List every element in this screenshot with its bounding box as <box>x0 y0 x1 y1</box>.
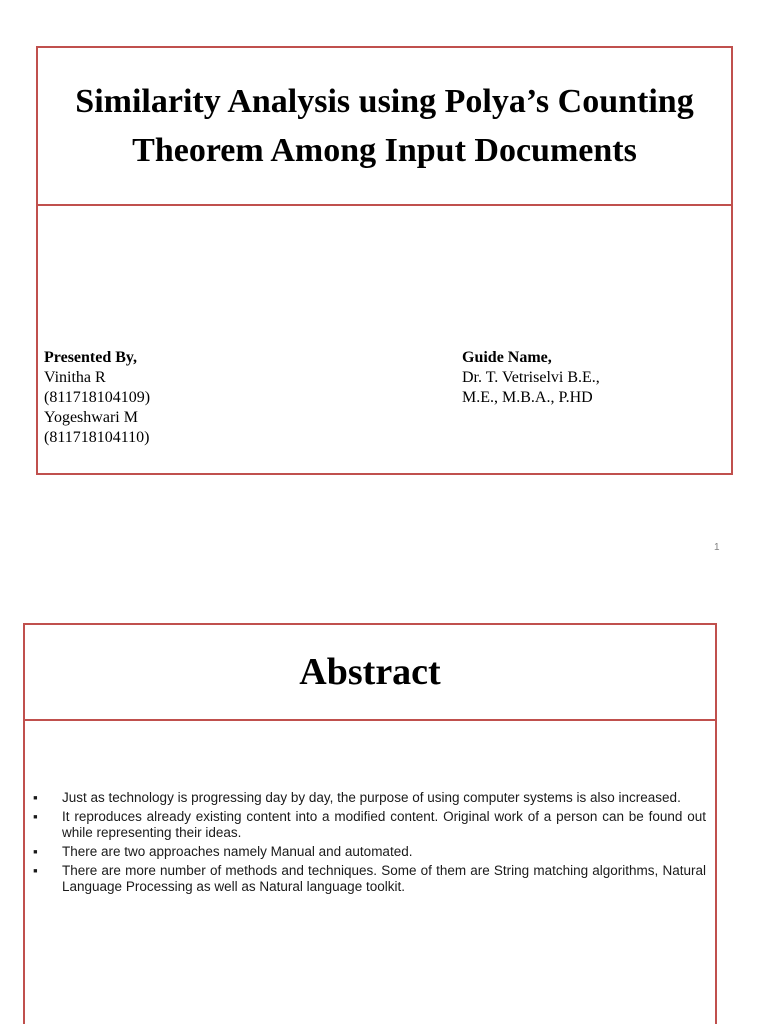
presenter-line: Vinitha R <box>44 369 106 386</box>
guide-heading: Guide Name, <box>462 349 552 366</box>
presenter-line: (811718104109) <box>44 389 151 406</box>
bullet-icon: ▪ <box>33 863 38 878</box>
presenter-line: Yogeshwari M <box>44 409 138 426</box>
slide-1-title-box <box>38 48 731 206</box>
slide-2 <box>23 623 717 1024</box>
list-item <box>33 844 706 860</box>
bullet-text: Just as technology is progressing day by day, the purpose of using computer systems is also increased. <box>62 790 681 805</box>
presenters-block <box>44 348 150 448</box>
guide-block <box>462 348 600 408</box>
guide-line: Dr. T. Vetriselvi B.E., <box>462 369 600 386</box>
guide-line: M.E., M.B.A., P.HD <box>462 389 593 406</box>
bullet-text: There are more number of methods and techniques. Some of them are String matching algorithms, Natural Language Processing as well as Natural language toolkit. <box>62 863 706 894</box>
slide-2-title-box <box>25 625 715 721</box>
slide-1 <box>36 46 733 475</box>
page-number: 1 <box>714 542 720 553</box>
abstract-bullet-list <box>33 790 706 898</box>
bullet-text: There are two approaches namely Manual and automated. <box>62 844 413 859</box>
presenters-heading: Presented By, <box>44 349 138 366</box>
bullet-icon: ▪ <box>33 844 38 859</box>
presenter-line: (811718104110) <box>44 429 150 446</box>
bullet-text: It reproduces already existing content into a modified content. Original work of a person can be found out while representing their ideas. <box>62 809 706 840</box>
bullet-icon: ▪ <box>33 790 38 805</box>
slide-2-title: Abstract <box>299 651 441 693</box>
slide-1-title: Similarity Analysis using Polya’s Counting Theorem Among Input Documents <box>75 83 694 169</box>
list-item <box>33 790 706 806</box>
list-item <box>33 863 706 895</box>
bullet-icon: ▪ <box>33 809 38 824</box>
list-item <box>33 809 706 841</box>
